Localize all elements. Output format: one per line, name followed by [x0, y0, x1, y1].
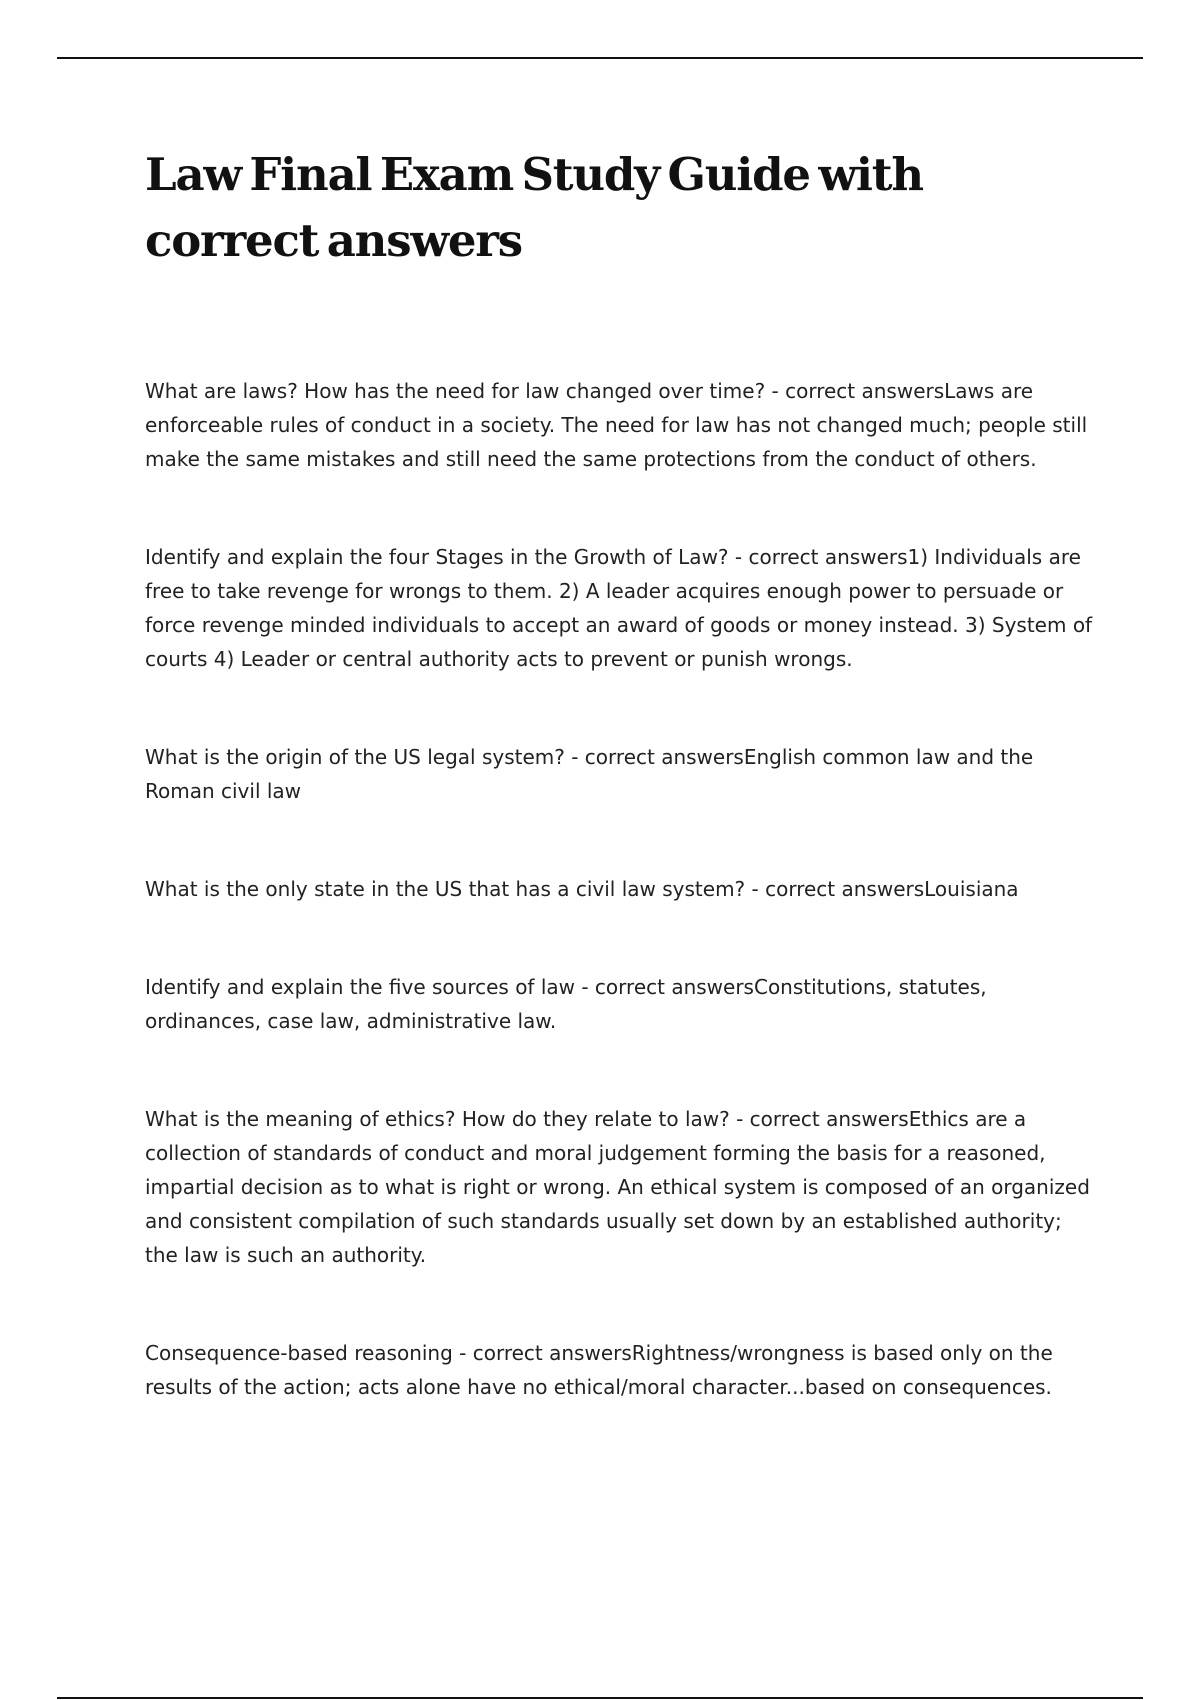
qa-item-sources-of-law: Identify and explain the five sources of law - correct answersConstitutions, statutes, ordinances, case law, administrative law. [145, 975, 987, 1033]
bottom-rule [57, 1697, 1143, 1699]
top-rule [57, 57, 1143, 59]
qa-item-consequence-based-reasoning: Consequence-based reasoning - correct answersRightness/wrongness is based only on the results of the action; acts alone have no ethical/moral character...based on consequences. [145, 1341, 1053, 1399]
qa-item-ethics: What is the meaning of ethics? How do they relate to law? - correct answersEthics are a collection of standards of conduct and moral judgement forming the basis for a reasoned, impartial decision as to what is right or wrong. An ethical system is composed of an organized and consistent compilation of such standards usually set down by an established authority; the law is such an authority. [145, 1107, 1090, 1267]
qa-item-origin-us-legal-system: What is the origin of the US legal system? - correct answersEnglish common law and the Roman civil law [145, 745, 1034, 803]
qa-item-laws: What are laws? How has the need for law changed over time? - correct answersLaws are enforceable rules of conduct in a society. The need for law has not changed much; people still make the same mistakes and still need the same protections from the conduct of others. [145, 379, 1088, 471]
qa-item-civil-law-state: What is the only state in the US that has a civil law system? - correct answersLouisiana [145, 877, 1019, 901]
page-content [145, 142, 1095, 1468]
qa-item-stages-of-law: Identify and explain the four Stages in the Growth of Law? - correct answers1) Individuals are free to take revenge for wrongs to them. 2) A leader acquires enough power to persuade or force revenge minded individuals to accept an award of goods or money instead. 3) System of courts 4) Leader or central authority acts to prevent or punish wrongs. [145, 545, 1093, 671]
document-title: Law Final Exam Study Guide with correct answers [145, 148, 923, 267]
qa-list [145, 374, 1095, 1404]
